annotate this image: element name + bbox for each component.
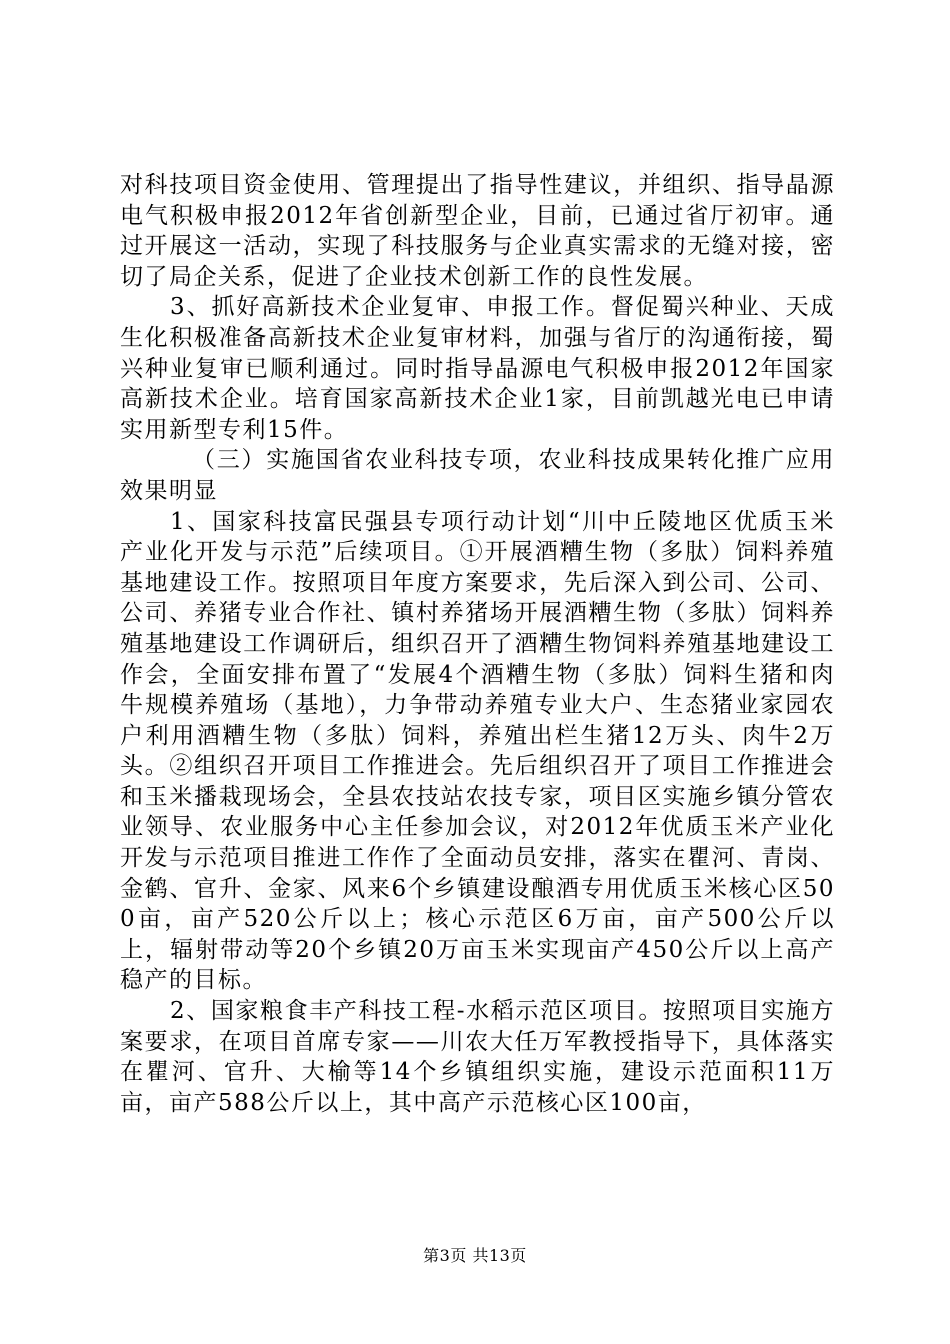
page-footer: 第3页 共13页 — [423, 1246, 527, 1265]
body-paragraph-continuation: 对科技项目资金使用、管理提出了指导性建议，并组织、指导晶源电气积极申报2012年省创新型企业，目前，已通过省厅初审。通过开展这一活动，实现了科技服务与企业真实需求的无缝对接，密切了局企关系，促进了企业技术创新工作的良性发展。 — [120, 172, 835, 290]
document-body — [120, 170, 835, 1118]
body-paragraph-corn-project: 1、国家科技富民强县专项行动计划“川中丘陵地区优质玉米产业化开发与示范”后续项目。①开展酒糟生物（多肽）饲料养殖基地建设工作。按照项目年度方案要求，先后深入到公司、公司、公司、养猪专业合作社、镇村养猪场开展酒糟生物（多肽）饲料养殖基地建设工作调研后，组织召开了酒糟生物饲料养殖基地建设工作会，全面安排布置了“发展4个酒糟生物（多肽）饲料生猪和肉牛规模养殖场（基地），力争带动养殖专业大户、生态猪业家园农户利用酒糟生物（多肽）饲料，养殖出栏生猪12万头、肉牛2万头。②组织召开项目工作推进会。先后组织召开了项目工作推进会和玉米播栽现场会，全县农技站农技专家，项目区实施乡镇分管农业领导、农业服务中心主任参加会议，对2012年优质玉米产业化开发与示范项目推进工作作了全面动员安排，落实在瞿河、青岗、金鹤、官升、金家、风来6个乡镇建设酿酒专用优质玉米核心区500亩，亩产520公斤以上；核心示范区6万亩，亩产500公斤以上，辐射带动等20个乡镇20万亩玉米实现亩产450公斤以上高产稳产的目标。 — [120, 508, 835, 994]
body-paragraph-rice-project: 2、国家粮食丰产科技工程-水稻示范区项目。按照项目实施方案要求，在项目首席专家——川农大任万军教授指导下，具体落实在瞿河、官升、大榆等14个乡镇组织实施，建设示范面积11万亩，亩产588公斤以上，其中高产示范核心区100亩， — [120, 998, 835, 1116]
section-heading-agri-tech: （三）实施国省农业科技专项，农业科技成果转化推广应用效果明显 — [120, 447, 835, 504]
body-paragraph-high-tech-review: 3、抓好高新技术企业复审、申报工作。督促蜀兴种业、天成生化积极准备高新技术企业复审材料，加强与省厅的沟通衔接，蜀兴种业复审已顺利通过。同时指导晶源电气积极申报2012年国家高新技术企业。培育国家高新技术企业1家，目前凯越光电已申请实用新型专利15件。 — [120, 294, 835, 443]
